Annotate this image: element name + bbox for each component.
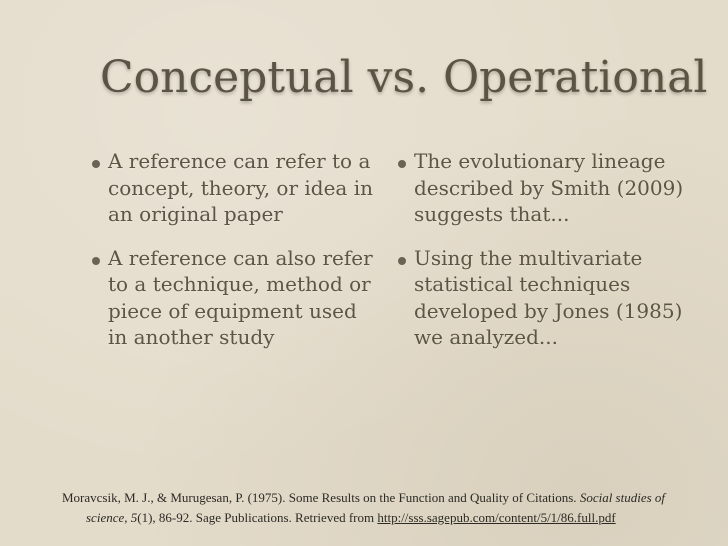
citation-volume: 5 xyxy=(130,510,138,525)
right-column xyxy=(392,148,692,368)
slide-title: Conceptual vs. Operational xyxy=(100,52,708,103)
bullet-text: A reference can refer to a concept, theory, or idea in an original paper xyxy=(108,149,373,226)
bullet-dot-icon xyxy=(92,160,100,168)
left-column xyxy=(86,148,376,368)
bullet-dot-icon xyxy=(398,257,406,265)
citation-authors-title: Moravcsik, M. J., & Murugesan, P. (1975). Some Results on the Function and Quality of Citations. xyxy=(62,490,577,505)
bullet-dot-icon xyxy=(92,257,100,265)
citation: Moravcsik, M. J., & Murugesan, P. (1975). Some Results on the Function and Quality of Citations. Social studies of science, 5(1), 86-92. Sage Publications. Retrieved from http://sss.sagepub.com/content/5/1/86.full.pdf xyxy=(62,490,666,525)
left-bullet-2 xyxy=(86,245,376,351)
citation-rest: (1), 86-92. Sage Publications. Retrieved from xyxy=(137,510,375,525)
citation-url-link[interactable]: http://sss.sagepub.com/content/5/1/86.full.pdf xyxy=(377,510,616,525)
right-bullet-1 xyxy=(392,148,692,228)
right-bullet-2 xyxy=(392,245,692,351)
citation-journal-part2: science xyxy=(86,510,125,525)
left-bullet-1 xyxy=(86,148,376,228)
bullet-dot-icon xyxy=(398,160,406,168)
citation-journal-part1: Social studies of xyxy=(579,490,666,505)
bullet-text: Using the multivariate statistical techniques developed by Jones (1985) we analyzed... xyxy=(414,245,683,349)
bullet-text: A reference can also refer to a technique, method or piece of equipment used in another study xyxy=(108,245,373,349)
bullet-text: The evolutionary lineage described by Smith (2009) suggests that... xyxy=(414,149,684,226)
